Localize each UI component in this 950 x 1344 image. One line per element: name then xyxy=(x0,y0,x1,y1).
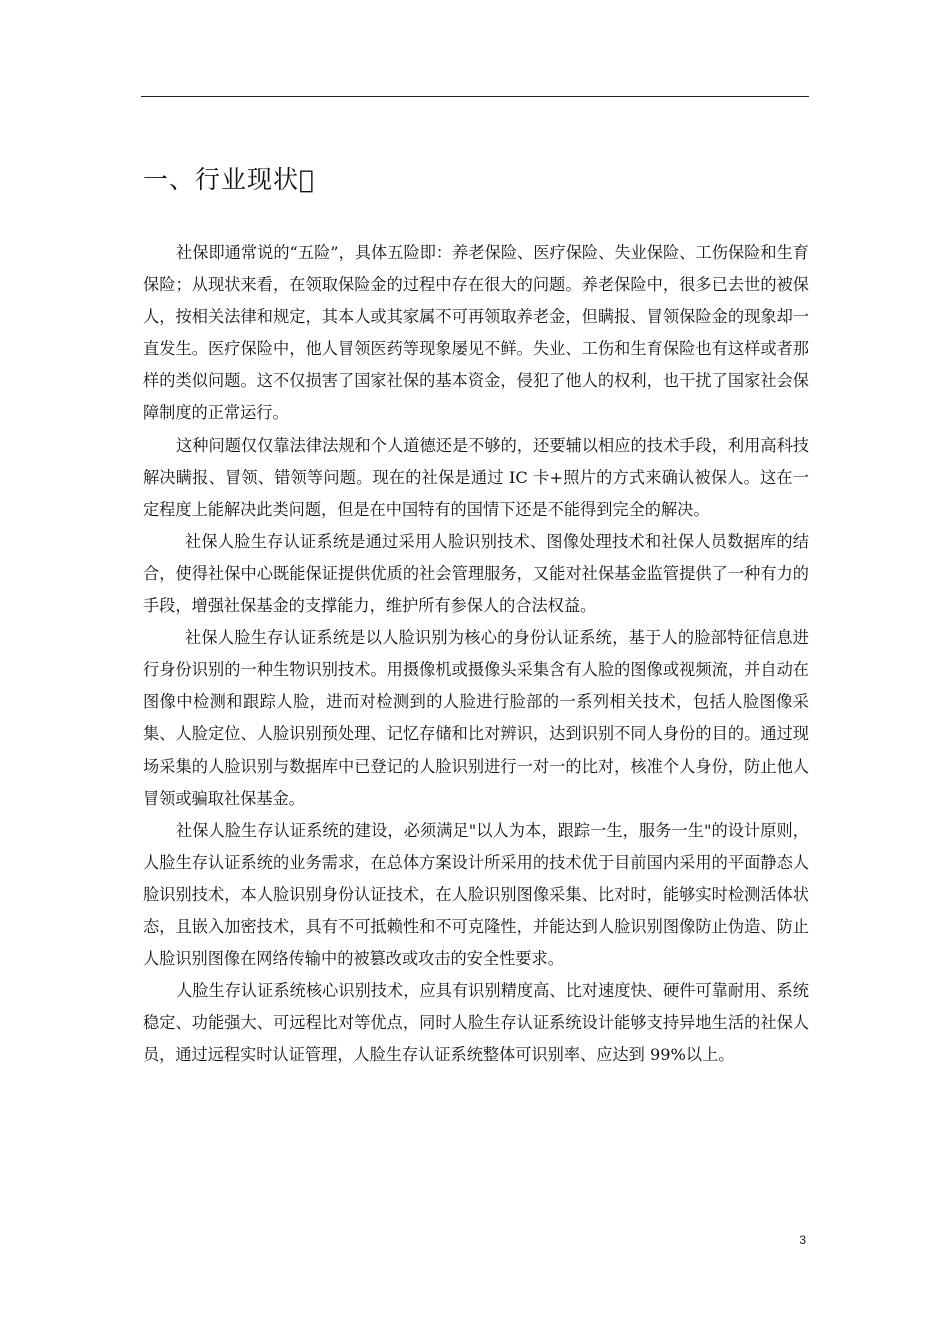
paragraph-system-combination: 社保人脸生存认证系统是通过采用人脸识别技术、图像处理技术和社保人员数据库的结合，使得社保中心既能保证提供优质的社会管理服务，又能对社保基金监管提供了一种有力的手段，增强社保基金的支撑能力，维护所有参保人的合法权益。 xyxy=(143,531,809,616)
paragraph-design-principle: 社保人脸生存认证系统的建设，必须满足"以人为本，跟踪一生，服务一生"的设计原则，人脸生存认证系统的业务需求，在总体方案设计所采用的技术优于目前国内采用的平面静态人脸识别技术，本人脸识别身份认证技术，在人脸识别图像采集、比对时，能够实时检测活体状态，且嵌入加密技术，具有不可抵赖性和不可克隆性，并能达到人脸识别图像防止伪造、防止人脸识别图像在网络传输中的被篡改或攻击的安全性要求。 xyxy=(143,820,809,969)
header-rule xyxy=(141,96,809,97)
paragraph-social-insurance-status: 社保即通常说的“五险”，具体五险即：养老保险、医疗保险、失业保险、工伤保险和生育保险；从现状来看，在领取保险金的过程中存在很大的问题。养老保险中，很多已去世的被保人，按相关法律和规定，其本人或其家属不可再领取养老金，但瞒报、冒领保险金的现象却一直发生。医疗保险中，他人冒领医药等现象屡见不鲜。失业、工伤和生育保险也有这样或者那样的类似问题。这不仅损害了国家社保的基本资金，侵犯了他人的权利，也干扰了国家社会保障制度的正常运行。 xyxy=(143,243,809,423)
body-text xyxy=(143,237,809,1071)
paragraph-face-recognition: 社保人脸生存认证系统是以人脸识别为核心的身份认证系统，基于人的脸部特征信息进行身份识别的一种生物识别技术。用摄像机或摄像头采集含有人脸的图像或视频流，并自动在图像中检测和跟踪人脸，进而对检测到的人脸进行脸部的一系列相关技术，包括人脸图像采集、人脸定位、人脸识别预处理、记忆存储和比对辨识，达到识别不同人身份的目的。通过现场采集的人脸识别与数据库中已登记的人脸识别进行一对一的比对，核准个人身份，防止他人冒领或骗取社保基金。 xyxy=(143,628,809,808)
paragraph-technical-means: 这种问题仅仅靠法律法规和个人道德还是不够的，还要辅以相应的技术手段，利用高科技解决瞒报、冒领、错领等问题。现在的社保是通过 IC 卡+照片的方式来确认被保人。这在一定程度上能解决此类问题，但是在中国特有的国情下还是不能得到完全的解决。 xyxy=(143,435,809,519)
paragraph-core-technology: 人脸生存认证系统核心识别技术，应具有识别精度高、比对速度快、硬件可靠耐用、系统稳定、功能强大、可远程比对等优点，同时人脸生存认证系统设计能够支持异地生活的社保人员，通过远程实时认证管理，人脸生存认证系统整体可识别率、应达到 99%以上。 xyxy=(143,981,809,1065)
section-heading: 一、行业现状 xyxy=(143,165,300,194)
page-number: 3 xyxy=(799,1233,806,1247)
